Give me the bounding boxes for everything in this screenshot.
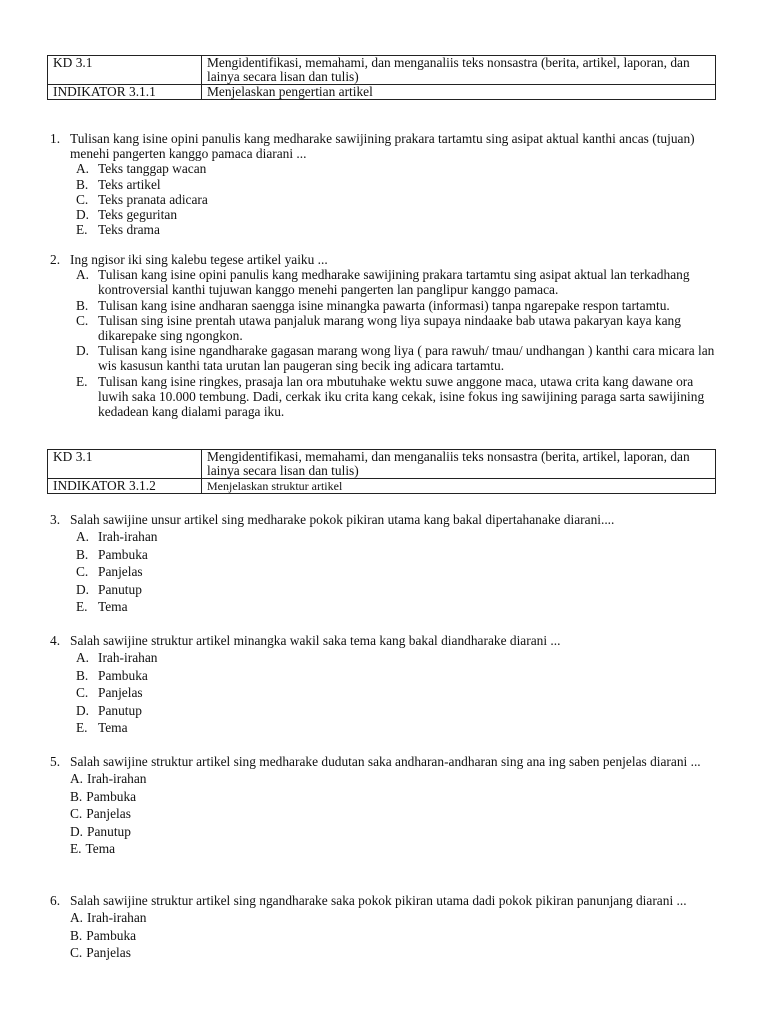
kd-table-2 — [47, 449, 716, 494]
option: D. Teks geguritan — [76, 207, 178, 223]
option: E. Tema — [70, 841, 116, 857]
question-number: 5. — [50, 754, 61, 769]
indikator-description: Menjelaskan struktur artikel — [202, 479, 716, 494]
option: B. Pambuka — [76, 546, 148, 562]
question-text: Ing ngisor iki sing kalebu tegese artikel yaiku ... — [70, 252, 328, 267]
question-2 — [50, 252, 720, 419]
option: A. Irah-irahan — [70, 771, 147, 787]
option: D. Panutup — [76, 702, 142, 718]
option: B. Teks artikel — [76, 176, 161, 192]
question-number: 2. — [50, 252, 61, 267]
question-text: Salah sawijine struktur artikel sing medharake dudutan saka andharan-andharan sing ana ing saben penjelas diarani ... — [70, 754, 701, 769]
option: E. Tulisan kang isine ringkes, prasaja lan ora mbutuhake wektu suwe anggone maca, utawa crita kang dawane ora luwih saka 10.000 tembung. Dadi, cerkak iku crita kang cekak, isine fokus ing sawijining paraga sarta sawijining kedadean kang dialami paraga iku. — [76, 373, 705, 420]
option: B. Pambuka — [76, 667, 148, 683]
question-4 — [50, 632, 720, 736]
question-text: Salah sawijine struktur artikel minangka wakil saka tema kang bakal diandharake diarani ... — [70, 633, 561, 648]
question-number: 1. — [50, 131, 61, 146]
kd-label: KD 3.1 — [48, 56, 202, 85]
option: D. Panutup — [76, 581, 142, 597]
option-list — [76, 528, 720, 615]
option: E. Teks drama — [76, 222, 160, 238]
kd-table-1 — [47, 55, 716, 100]
option-list — [70, 909, 720, 961]
option-list — [70, 770, 720, 857]
option: D. Panutup — [70, 823, 131, 839]
option: C. Panjelas — [70, 806, 131, 822]
question-3 — [50, 511, 720, 615]
option-list — [76, 649, 720, 736]
option: B. Pambuka — [70, 927, 137, 943]
option: A. Irah-irahan — [76, 529, 158, 545]
kd-label: KD 3.1 — [48, 450, 202, 479]
option: E. Tema — [76, 599, 128, 615]
option: C. Panjelas — [76, 685, 143, 701]
question-text: Salah sawijine struktur artikel sing ngandharake saka pokok pikiran utama dadi pokok pikiran panunjang diarani ... — [70, 893, 687, 908]
kd-description: Mengidentifikasi, memahami, dan menganaliis teks nonsastra (berita, artikel, laporan, dan lainya secara lisan dan tulis) — [202, 450, 716, 479]
option: C. Tulisan sing isine prentah utawa panjaluk marang wong liya supaya nindaake bab utawa pakaryan kaya kang dikarepake sing ngongkon. — [76, 312, 681, 344]
option: A. Irah-irahan — [76, 650, 158, 666]
option: C. Teks pranata adicara — [76, 191, 208, 207]
option: C. Panjelas — [76, 564, 143, 580]
question-number: 4. — [50, 633, 61, 648]
question-number: 3. — [50, 512, 61, 527]
question-text: Salah sawijine unsur artikel sing medharake pokok pikiran utama kang bakal dipertahanake diarani.... — [70, 512, 615, 527]
option-list — [76, 161, 720, 237]
option: B. Tulisan kang isine andharan saengga isine minangka pawarta (informasi) tanpa ngarepake respon tartamtu. — [76, 297, 670, 313]
question-number: 6. — [50, 893, 61, 908]
option: C. Panjelas — [70, 945, 131, 961]
option: E. Tema — [76, 720, 128, 736]
indikator-label: INDIKATOR 3.1.2 — [48, 479, 202, 494]
option: A. Teks tanggap wacan — [76, 161, 207, 177]
indikator-label: INDIKATOR 3.1.1 — [48, 85, 202, 100]
indikator-description: Menjelaskan pengertian artikel — [202, 85, 716, 100]
question-5 — [50, 753, 720, 857]
kd-description: Mengidentifikasi, memahami, dan menganaliis teks nonsastra (berita, artikel, laporan, dan lainya secara lisan dan tulis) — [202, 56, 716, 85]
question-text: Tulisan kang isine opini panulis kang medharake sawijining prakara tartamtu sing asipat aktual kanthi ancas (tujuan) menehi pangerten kanggo pamaca diarani ... — [70, 131, 695, 162]
option: A. Irah-irahan — [70, 910, 147, 926]
option: B. Pambuka — [70, 788, 137, 804]
option: A. Tulisan kang isine opini panulis kang medharake sawijining prakara tartamtu sing asipat aktual lan terkadhang kontroversial kanthi tujuwan kanggo menehi pangerten lan panglipur kanggo pamaca. — [76, 267, 690, 298]
option: D. Tulisan kang isine ngandharake gagasan marang wong liya ( para rawuh/ tmau/ undhangan ) kanthi cara micara lan wis kasusun kanthi tata urutan lan paugeran sing becik ing adicara tartamtu. — [76, 343, 715, 374]
option-list — [76, 267, 720, 419]
question-6 — [50, 892, 720, 962]
question-1 — [50, 131, 720, 237]
